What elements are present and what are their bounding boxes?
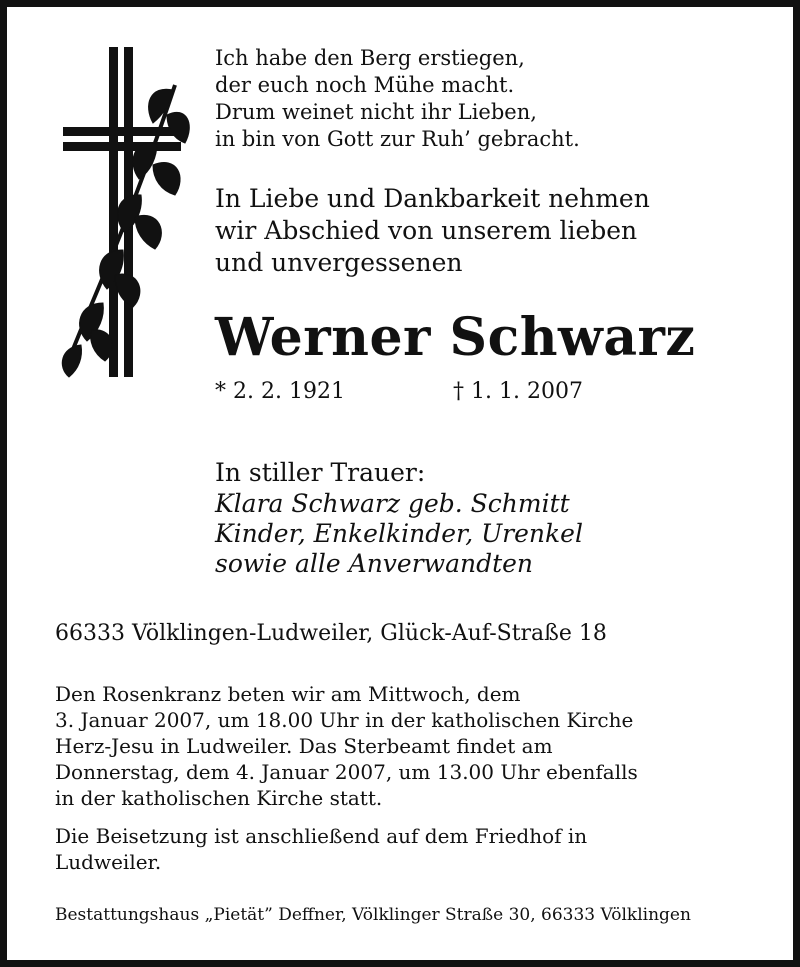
poem-line: Drum weinet nicht ihr Lieben, xyxy=(215,100,537,124)
mourning-heading: In stiller Trauer: xyxy=(215,458,426,487)
intro-line: In Liebe und Dankbarkeit nehmen xyxy=(215,184,650,213)
family-address: 66333 Völklingen-Ludweiler, Glück-Auf-Straße 18 xyxy=(55,621,607,646)
poem-line: Ich habe den Berg erstiegen, xyxy=(215,46,525,70)
burial-line: Ludweiler. xyxy=(55,850,162,874)
intro-line: und unvergessenen xyxy=(215,248,463,277)
funeral-home-footer: Bestattungshaus „Pietät” Deffner, Völklinger Straße 30, 66333 Völklingen xyxy=(55,905,691,925)
rosary-line: Den Rosenkranz beten wir am Mittwoch, dem xyxy=(55,682,521,706)
deceased-name: Werner Schwarz xyxy=(215,307,696,368)
burial-line: Die Beisetzung ist anschließend auf dem Friedhof in xyxy=(55,824,588,848)
farewell-intro xyxy=(215,183,650,279)
mourners-list xyxy=(215,489,583,579)
rosary-line: Donnerstag, dem 4. Januar 2007, um 13.00 Uhr ebenfalls xyxy=(55,760,638,784)
mourner-line: sowie alle Anverwandten xyxy=(215,549,534,578)
poem-line: in bin von Gott zur Ruh’ gebracht. xyxy=(215,127,580,151)
burial-paragraph xyxy=(55,823,587,875)
rosary-line: in der katholischen Kirche statt. xyxy=(55,786,383,810)
mourner-line: Kinder, Enkelkinder, Urenkel xyxy=(215,519,583,548)
death-date: † 1. 1. 2007 xyxy=(453,379,583,404)
mourner-line: Klara Schwarz geb. Schmitt xyxy=(215,489,570,518)
cross-with-palm-branch-icon xyxy=(55,45,205,385)
rosary-line: Herz-Jesu in Ludweiler. Das Sterbeamt findet am xyxy=(55,734,553,758)
rosary-paragraph xyxy=(55,681,638,811)
poem-line: der euch noch Mühe macht. xyxy=(215,73,515,97)
birth-date: * 2. 2. 1921 xyxy=(215,379,345,404)
rosary-line: 3. Januar 2007, um 18.00 Uhr in der katholischen Kirche xyxy=(55,708,634,732)
intro-line: wir Abschied von unserem lieben xyxy=(215,216,638,245)
poem-verse xyxy=(215,45,580,153)
